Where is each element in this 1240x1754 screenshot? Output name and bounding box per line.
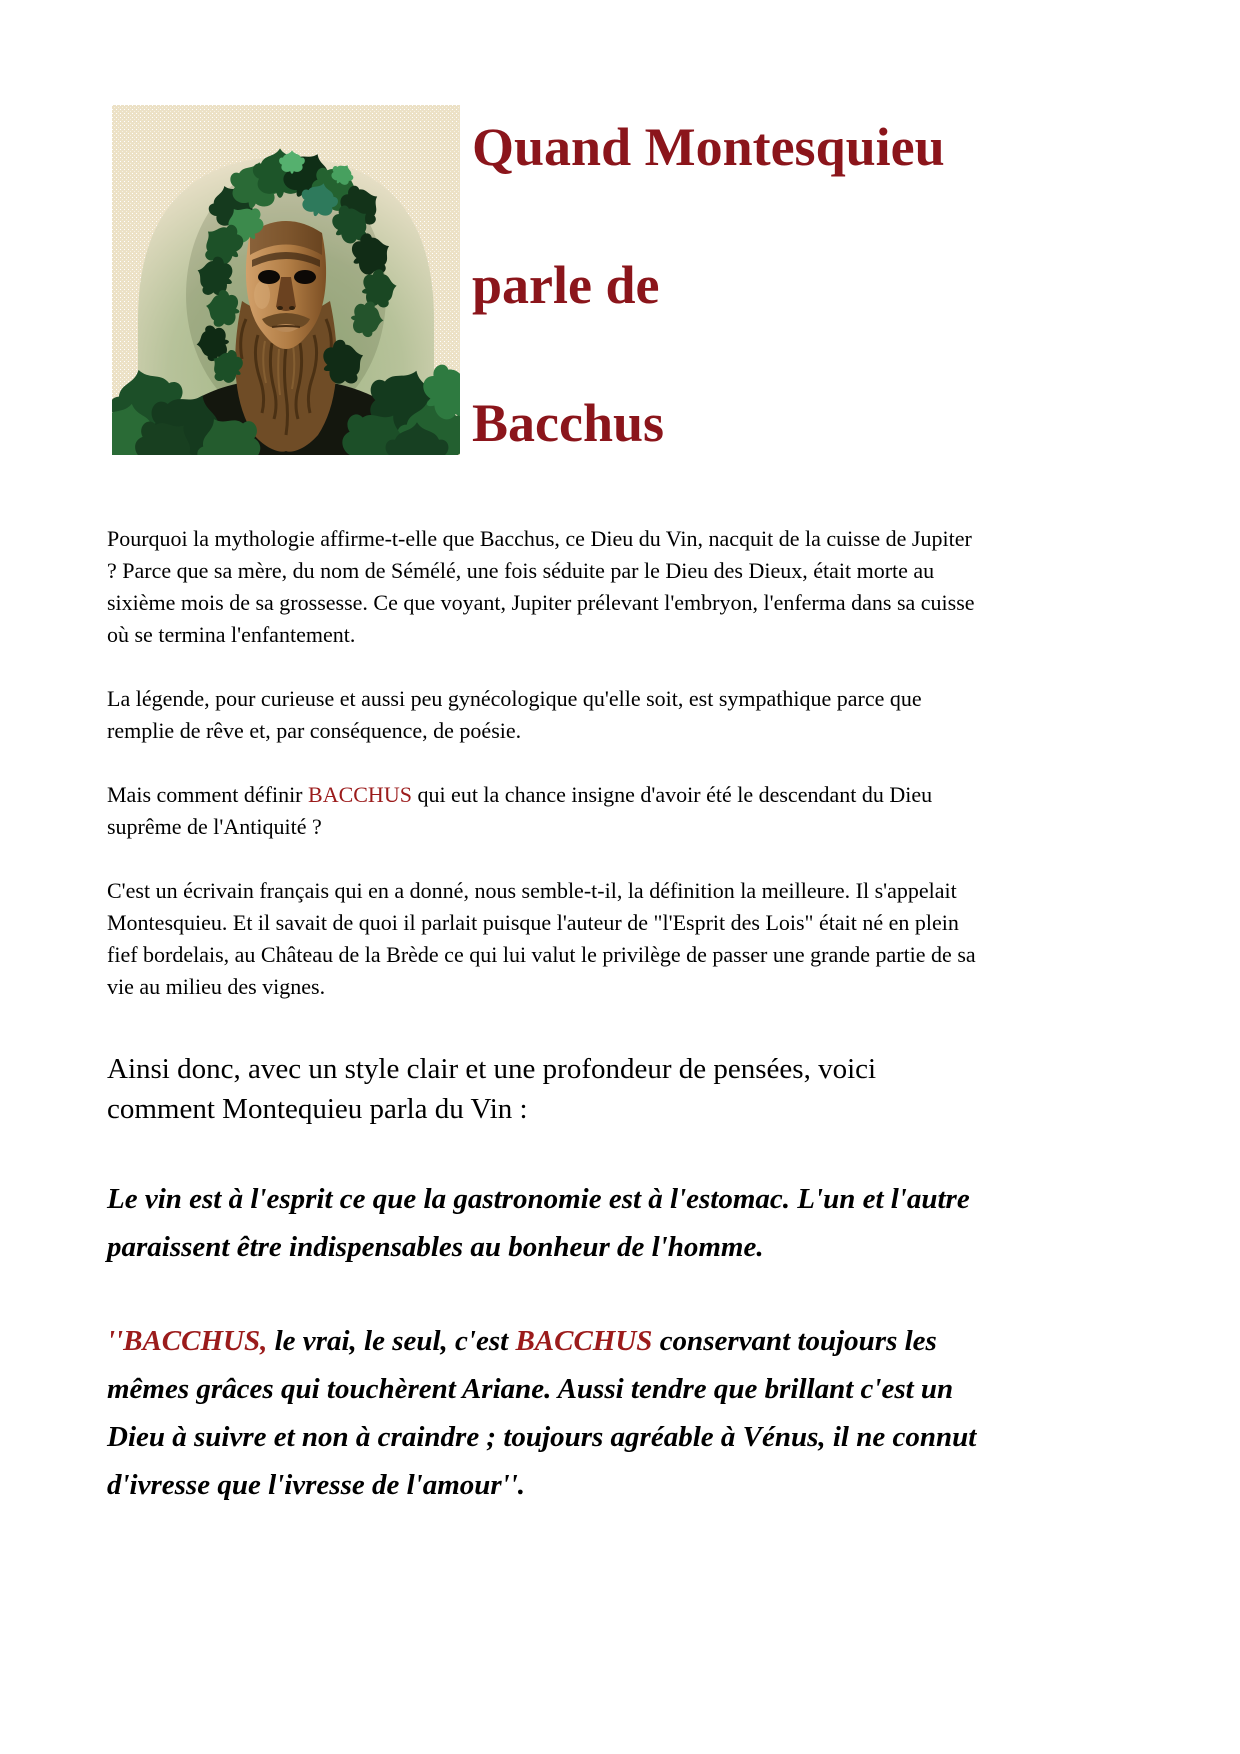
text-run: le vrai, le seul, c'est xyxy=(267,1325,516,1357)
paragraph-bacchus-quote xyxy=(107,1317,977,1509)
page-title xyxy=(472,116,945,530)
text-run: C'est un écrivain français qui en a donné, nous semble-t-il, la définition la meilleure. Il s'appelait Montesquieu. Et il savait de quoi il parlait puisque l'auteur de "l'Esprit des Lois" était né en plein fief bordelais, au Château de la Brède ce qui lui valut le privilège de passer une grande partie de sa vie au milieu des vignes. xyxy=(107,878,976,999)
text-run: Mais comment définir xyxy=(107,782,309,807)
paragraph-legend xyxy=(107,683,977,747)
text-run: Le vin est à l'esprit ce que la gastronomie est à l'estomac. L'un et l'autre paraissent être indispensables au bonheur de l'homme. xyxy=(107,1183,970,1263)
accent-text: BACCHUS xyxy=(308,782,412,807)
text-run: conservant toujours les mêmes grâces qui touchèrent Ariane. Aussi tendre que brillant c'est un Dieu à suivre et non à craindre ; toujours agréable à Vénus, il ne connut d'ivresse que l'ivresse de l'amour''. xyxy=(107,1325,977,1501)
paragraph-montesquieu-writer xyxy=(107,875,977,1003)
text-run: La légende, pour curieuse et aussi peu gynécologique qu'elle soit, est sympathique parce que remplie de rêve et, par conséquence, de poésie. xyxy=(107,686,922,743)
paragraph-origin-myth xyxy=(107,523,977,651)
header xyxy=(0,0,1240,523)
title-line-3: Bacchus xyxy=(472,393,665,453)
paragraph-wine-quote xyxy=(107,1175,977,1271)
text-run: Ainsi donc, avec un style clair et une profondeur de pensées, voici comment Montequieu parla du Vin : xyxy=(107,1053,877,1125)
bacchus-statue-image xyxy=(112,105,460,455)
accent-text: ''BACCHUS, xyxy=(107,1325,268,1357)
title-line-1: Quand Montesquieu xyxy=(472,117,945,177)
text-run: qui eut la chance insigne d'avoir été le descendant du Dieu suprême de l'Antiquité ? xyxy=(107,782,933,839)
paragraph-define-bacchus xyxy=(107,779,977,843)
article-body xyxy=(107,523,977,1509)
title-line-2: parle de xyxy=(472,255,660,315)
accent-text: BACCHUS xyxy=(515,1325,653,1357)
paragraph-lead-in xyxy=(107,1049,977,1129)
text-run: Pourquoi la mythologie affirme-t-elle que Bacchus, ce Dieu du Vin, nacquit de la cuisse de Jupiter ? Parce que sa mère, du nom de Sémélé, une fois séduite par le Dieu des Dieux, était morte au sixième mois de sa grossesse. Ce que voyant, Jupiter prélevant l'embryon, l'enferma dans sa cuisse où se termina l'enfantement. xyxy=(107,526,975,647)
